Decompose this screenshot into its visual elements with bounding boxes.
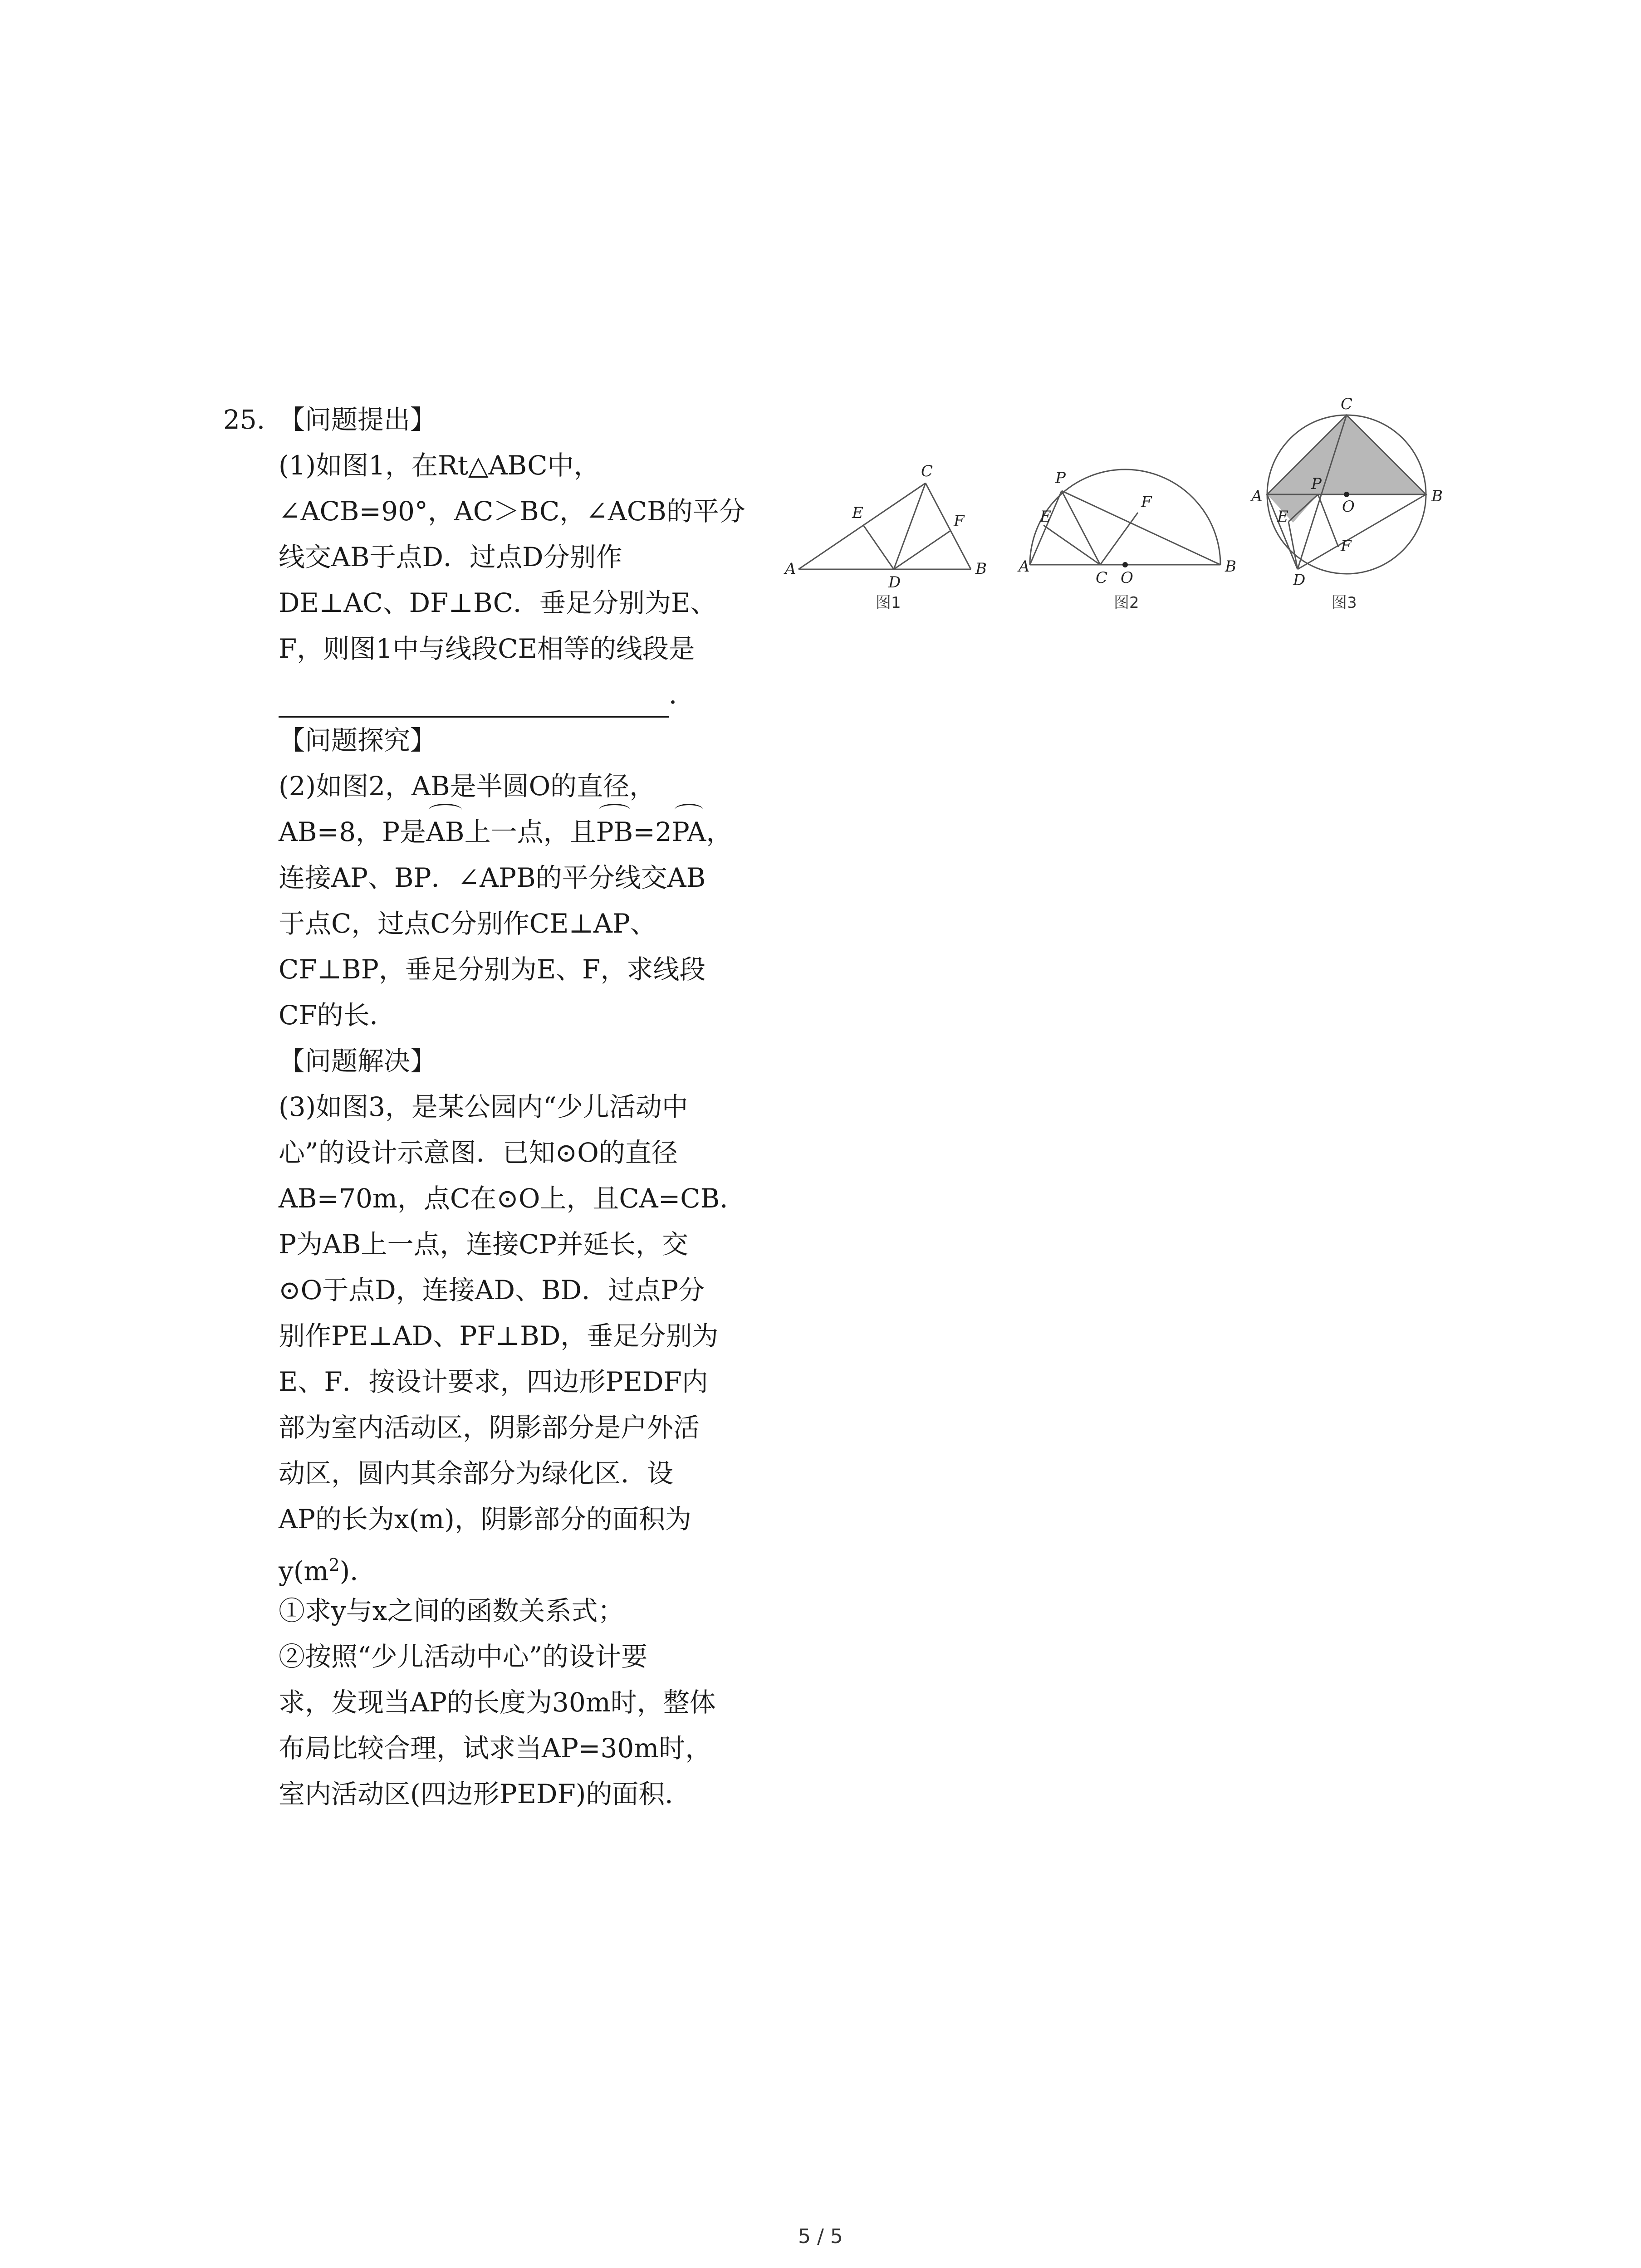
text-line: AP的长为x(m)，阴影部分的面积为: [279, 1504, 691, 1535]
text-line: 动区，圆内其余部分为绿化区．设: [279, 1458, 674, 1489]
arc-line-part: ，: [706, 816, 733, 847]
text-line: ∠ACB=90°，AC＞BC，∠ACB的平分: [279, 496, 745, 527]
center-point-o: [1122, 562, 1128, 567]
label-F: F: [954, 512, 965, 530]
section-heading-raise: 【问题提出】: [279, 404, 437, 435]
subquestion-2: ②按照“少儿活动中心”的设计要: [279, 1641, 648, 1672]
text-line: ⊙O于点D，连接AD、BD．过点P分: [279, 1275, 705, 1305]
question-body: [279, 397, 778, 1817]
label-O: O: [1121, 569, 1133, 587]
label-E: E: [852, 504, 863, 522]
figures-area: [771, 390, 1479, 626]
label-D: D: [888, 573, 901, 591]
area-unit-main: y(m: [279, 1555, 329, 1587]
label-E: E: [1040, 508, 1051, 526]
text-line: 部为室内活动区，阴影部分是户外活: [279, 1412, 700, 1443]
label-A: A: [785, 560, 796, 578]
arc-pa: PA: [672, 809, 706, 855]
text-line: CF⊥BP，垂足分别为E、F，求线段: [279, 954, 706, 985]
text-line: CF的长．: [279, 1000, 396, 1031]
section-heading-solve: 【问题解决】: [279, 1046, 437, 1076]
shaded-region: [1267, 415, 1426, 494]
blank-end-period: ．: [669, 679, 696, 710]
question-number: 25.: [223, 404, 265, 435]
text-line: 布局比较合理，试求当AP=30m时，: [279, 1733, 712, 1764]
text-line: (2)如图2，AB是半圆O的直径，: [279, 771, 656, 802]
figure-1: [798, 483, 971, 569]
label-C: C: [921, 462, 933, 480]
label-P: P: [1311, 475, 1322, 493]
answer-blank-line: [279, 672, 778, 718]
text-line: (1)如图1，在Rt△ABC中，: [279, 450, 600, 481]
text-line: DE⊥AC、DF⊥BC．垂足分别为E、: [279, 587, 717, 618]
arc-line-part: 上一点，且: [464, 816, 596, 847]
label-P: P: [1055, 469, 1066, 487]
arc-line-part: =2: [633, 816, 672, 847]
arc-pb: PB: [596, 809, 633, 855]
label-C: C: [1096, 569, 1108, 587]
geometry-figures: [771, 390, 1479, 626]
text-line: 连接AP、BP．∠APB的平分线交AB: [279, 862, 706, 893]
figure-1-caption: 图1: [876, 594, 901, 612]
text-line: 求，发现当AP的长度为30m时，整体: [279, 1687, 716, 1718]
text-line: 室内活动区(四边形PEDF)的面积．: [279, 1779, 691, 1809]
label-A: A: [1019, 557, 1030, 576]
text-line: 别作PE⊥AD、PF⊥BD，垂足分别为: [279, 1320, 719, 1351]
center-point-o: [1344, 492, 1349, 497]
label-B: B: [1225, 557, 1236, 576]
text-line: 心”的设计示意图．已知⊙O的直径: [279, 1137, 678, 1168]
label-D: D: [1293, 571, 1306, 589]
label-A: A: [1251, 487, 1263, 505]
area-unit-superscript: 2: [328, 1555, 340, 1575]
label-O: O: [1342, 498, 1355, 516]
text-line: F，则图1中与线段CE相等的线段是: [279, 633, 695, 664]
area-unit-end: )．: [339, 1555, 377, 1587]
label-F: F: [1141, 493, 1152, 511]
label-B: B: [1431, 487, 1443, 505]
figure-2-caption: 图2: [1114, 594, 1139, 612]
text-line: E、F．按设计要求，四边形PEDF内: [279, 1366, 708, 1397]
subquestion-1: ①求y与x之间的函数关系式；: [279, 1595, 624, 1626]
arc-ab: AB: [426, 809, 465, 855]
figure-3-caption: 图3: [1332, 594, 1357, 612]
arc-line-part: AB=8，P是: [279, 816, 426, 847]
area-unit-line: [279, 1542, 778, 1588]
text-line: AB=70m，点C在⊙O上，且CA=CB．: [279, 1183, 746, 1214]
text-line: P为AB上一点，连接CP并延长，交: [279, 1229, 688, 1260]
label-B: B: [975, 560, 987, 578]
arc-text-line: [279, 809, 778, 855]
text-line: 于点C，过点C分别作CE⊥AP、: [279, 908, 656, 939]
text-line: (3)如图3，是某公园内“少儿活动中: [279, 1091, 688, 1122]
text-line: 线交AB于点D．过点D分别作: [279, 542, 622, 572]
page-number: 5 / 5: [798, 2225, 843, 2248]
label-F: F: [1341, 537, 1352, 555]
label-C: C: [1341, 395, 1353, 413]
label-E: E: [1277, 508, 1288, 526]
answer-blank[interactable]: [279, 684, 669, 718]
section-heading-explore: 【问题探究】: [279, 725, 437, 756]
